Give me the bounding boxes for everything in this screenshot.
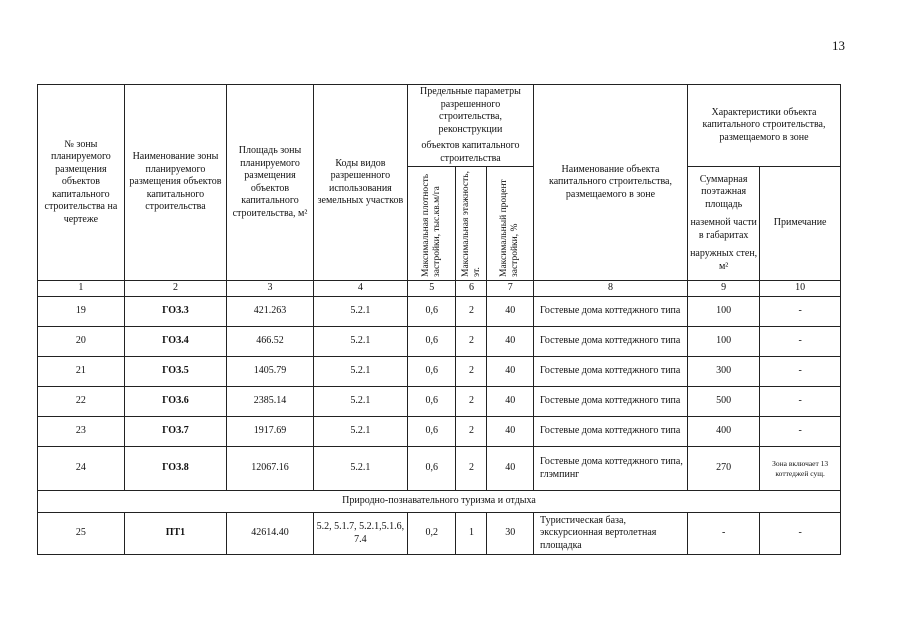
cell-total: 300 bbox=[687, 357, 759, 387]
column-numbers-row bbox=[38, 281, 841, 297]
cell-zone: ГОЗ.7 bbox=[124, 417, 226, 447]
cell-area: 12067.16 bbox=[227, 447, 314, 491]
cell-floors: 2 bbox=[456, 297, 487, 327]
cell-object: Туристическая база, экскурсионная вертолетная площадка bbox=[534, 513, 688, 555]
cell-no: 22 bbox=[38, 387, 125, 417]
cell-note: - bbox=[760, 357, 841, 387]
cell-no: 19 bbox=[38, 297, 125, 327]
cell-total: 400 bbox=[687, 417, 759, 447]
cell-floors: 2 bbox=[456, 417, 487, 447]
cell-total: 270 bbox=[687, 447, 759, 491]
cell-floors: 2 bbox=[456, 447, 487, 491]
header-limits-sub: объектов капитального строительства bbox=[421, 140, 520, 164]
cell-zone: ГОЗ.5 bbox=[124, 357, 226, 387]
section-row bbox=[38, 491, 841, 513]
cell-floors: 2 bbox=[456, 327, 487, 357]
cell-percent: 40 bbox=[487, 447, 534, 491]
header-floors: Максимальная этажность, эт. bbox=[456, 167, 487, 281]
cell-note: - bbox=[760, 327, 841, 357]
header-area: Площадь зоны планируемого размещения объектов капитального строительства, м² bbox=[227, 85, 314, 281]
table-row bbox=[38, 513, 841, 555]
cell-density: 0,6 bbox=[407, 417, 456, 447]
cell-floors: 2 bbox=[456, 387, 487, 417]
cell-codes: 5.2, 5.1.7, 5.2.1,5.1.6, 7.4 bbox=[313, 513, 407, 555]
cell-no: 24 bbox=[38, 447, 125, 491]
cell-zone: ГОЗ.8 bbox=[124, 447, 226, 491]
header-total-area: Суммарная поэтажная площадь наземной части в габаритах наружных стен, м² bbox=[687, 167, 759, 281]
cell-total: 500 bbox=[687, 387, 759, 417]
header-limits bbox=[407, 85, 533, 167]
cell-no: 25 bbox=[38, 513, 125, 555]
column-number: 2 bbox=[124, 281, 226, 297]
cell-percent: 40 bbox=[487, 327, 534, 357]
column-number: 5 bbox=[407, 281, 456, 297]
cell-total: 100 bbox=[687, 327, 759, 357]
cell-zone: ГОЗ.6 bbox=[124, 387, 226, 417]
cell-total: - bbox=[687, 513, 759, 555]
cell-area: 421.263 bbox=[227, 297, 314, 327]
cell-object: Гостевые дома коттеджного типа bbox=[534, 327, 688, 357]
cell-density: 0,6 bbox=[407, 357, 456, 387]
cell-percent: 40 bbox=[487, 387, 534, 417]
header-note: Примечание bbox=[760, 167, 841, 281]
cell-area: 2385.14 bbox=[227, 387, 314, 417]
header-limits-title: Предельные параметры разрешенного строительства, реконструкции bbox=[420, 86, 521, 135]
cell-density: 0,2 bbox=[407, 513, 456, 555]
cell-density: 0,6 bbox=[407, 297, 456, 327]
cell-codes: 5.2.1 bbox=[313, 297, 407, 327]
cell-area: 1405.79 bbox=[227, 357, 314, 387]
cell-object: Гостевые дома коттеджного типа, глэмпинг bbox=[534, 447, 688, 491]
column-number: 7 bbox=[487, 281, 534, 297]
column-number: 6 bbox=[456, 281, 487, 297]
section-title: Природно-познавательного туризма и отдыха bbox=[38, 491, 841, 513]
cell-note: Зона включает 13 коттеджей сущ. bbox=[760, 447, 841, 491]
header-codes: Коды видов разрешенного использования земельных участков bbox=[313, 85, 407, 281]
cell-object: Гостевые дома коттеджного типа bbox=[534, 297, 688, 327]
cell-codes: 5.2.1 bbox=[313, 387, 407, 417]
column-number: 3 bbox=[227, 281, 314, 297]
table-row bbox=[38, 447, 841, 491]
cell-no: 20 bbox=[38, 327, 125, 357]
table-row bbox=[38, 357, 841, 387]
cell-area: 42614.40 bbox=[227, 513, 314, 555]
column-number: 1 bbox=[38, 281, 125, 297]
cell-codes: 5.2.1 bbox=[313, 417, 407, 447]
cell-note: - bbox=[760, 387, 841, 417]
cell-percent: 30 bbox=[487, 513, 534, 555]
cell-note: - bbox=[760, 513, 841, 555]
header-object-name: Наименование объекта капитального строительства, размещаемого в зоне bbox=[534, 85, 688, 281]
table-row bbox=[38, 417, 841, 447]
table-row bbox=[38, 387, 841, 417]
zones-table bbox=[37, 84, 841, 555]
cell-density: 0,6 bbox=[407, 327, 456, 357]
header-percent: Максимальный процент застройки, % bbox=[487, 167, 534, 281]
table-row bbox=[38, 297, 841, 327]
cell-density: 0,6 bbox=[407, 447, 456, 491]
cell-object: Гостевые дома коттеджного типа bbox=[534, 387, 688, 417]
header-density: Максимальная плотность застройки, тыс.кв.м/га bbox=[407, 167, 456, 281]
cell-object: Гостевые дома коттеджного типа bbox=[534, 417, 688, 447]
column-number: 10 bbox=[760, 281, 841, 297]
header-zone-no: № зоны планируемого размещения объектов капитального строительства на чертеже bbox=[38, 85, 125, 281]
cell-zone: ГОЗ.3 bbox=[124, 297, 226, 327]
table-row bbox=[38, 327, 841, 357]
cell-note: - bbox=[760, 297, 841, 327]
cell-total: 100 bbox=[687, 297, 759, 327]
cell-codes: 5.2.1 bbox=[313, 327, 407, 357]
cell-zone: ПТ1 bbox=[124, 513, 226, 555]
column-number: 9 bbox=[687, 281, 759, 297]
header-characteristics: Характеристики объекта капитального строительства, размещаемого в зоне bbox=[687, 85, 840, 167]
cell-note: - bbox=[760, 417, 841, 447]
cell-codes: 5.2.1 bbox=[313, 447, 407, 491]
cell-no: 23 bbox=[38, 417, 125, 447]
cell-area: 1917.69 bbox=[227, 417, 314, 447]
page-number: 13 bbox=[832, 38, 845, 53]
cell-object: Гостевые дома коттеджного типа bbox=[534, 357, 688, 387]
column-number: 8 bbox=[534, 281, 688, 297]
cell-density: 0,6 bbox=[407, 387, 456, 417]
cell-floors: 1 bbox=[456, 513, 487, 555]
cell-area: 466.52 bbox=[227, 327, 314, 357]
column-number: 4 bbox=[313, 281, 407, 297]
cell-zone: ГОЗ.4 bbox=[124, 327, 226, 357]
header-zone-name: Наименование зоны планируемого размещения объектов капитального строительства bbox=[124, 85, 226, 281]
cell-codes: 5.2.1 bbox=[313, 357, 407, 387]
cell-no: 21 bbox=[38, 357, 125, 387]
cell-percent: 40 bbox=[487, 297, 534, 327]
cell-percent: 40 bbox=[487, 357, 534, 387]
cell-percent: 40 bbox=[487, 417, 534, 447]
cell-floors: 2 bbox=[456, 357, 487, 387]
